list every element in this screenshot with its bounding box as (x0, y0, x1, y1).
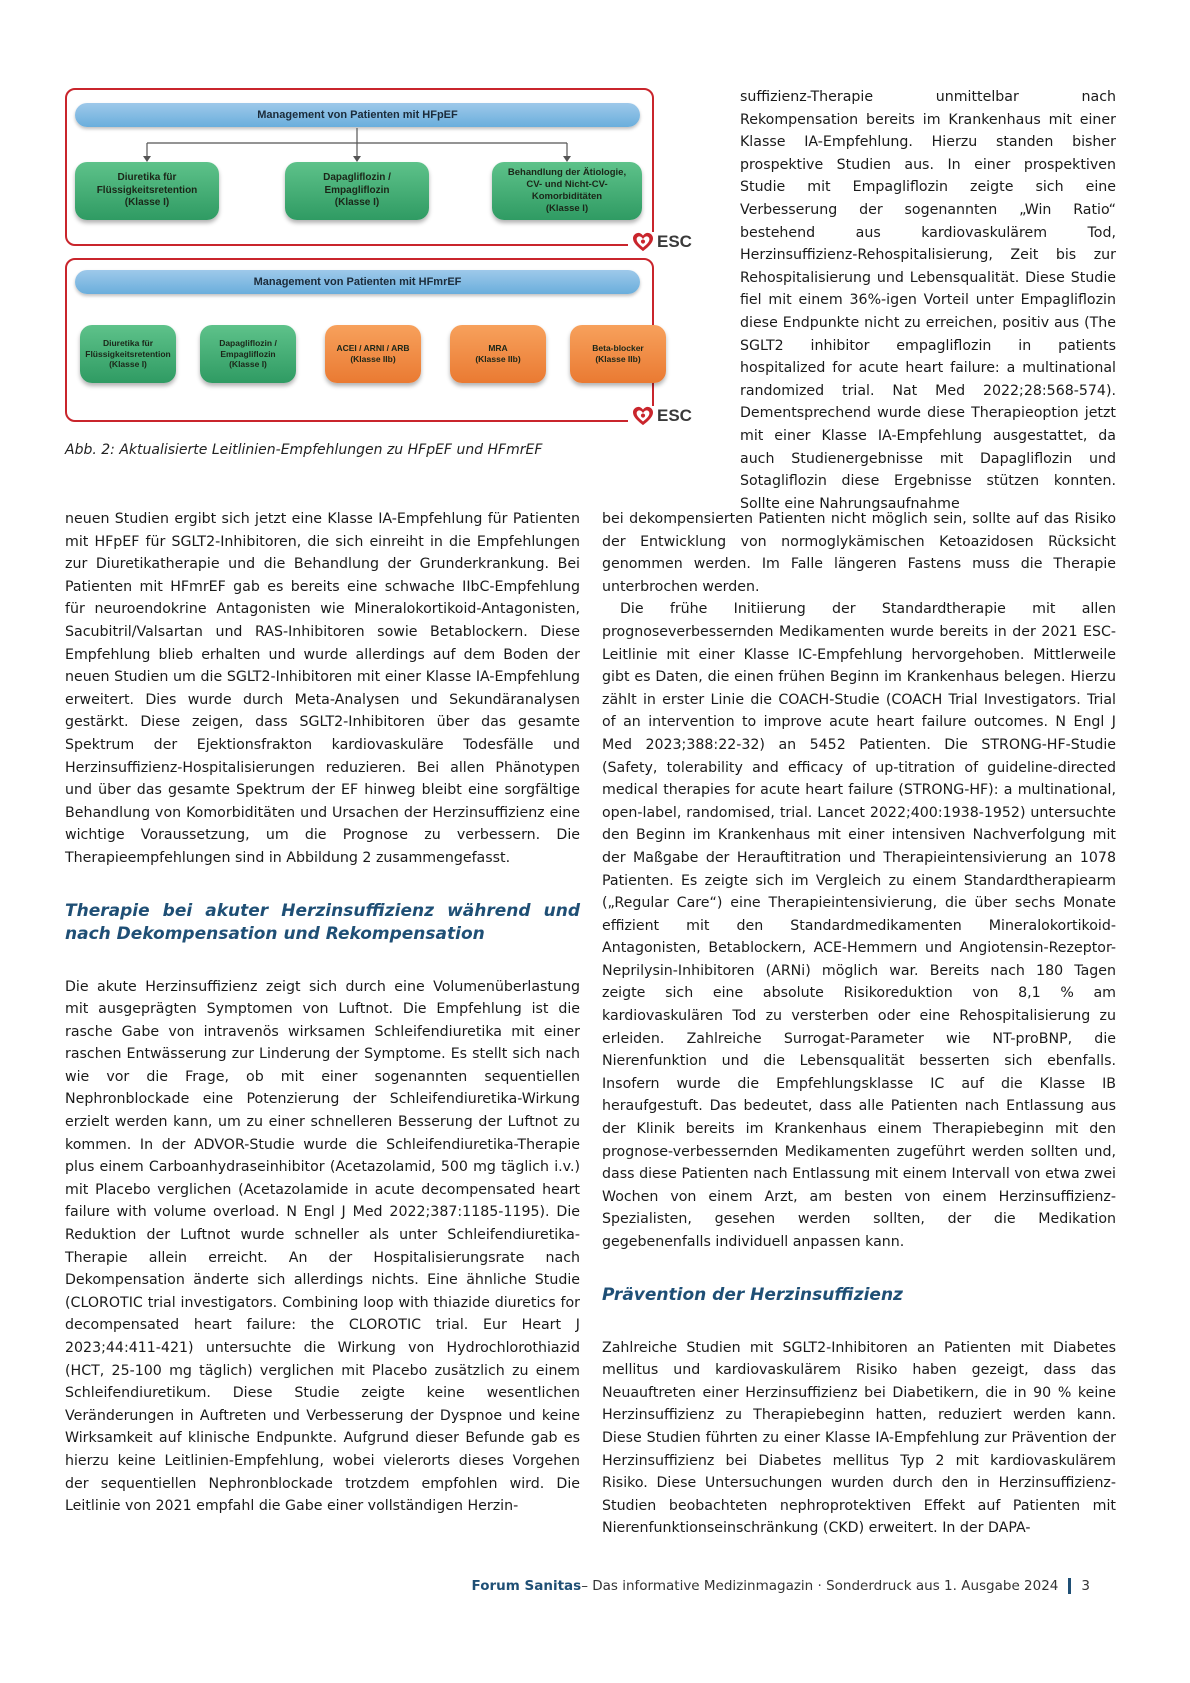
paragraph: Die frühe Initiierung der Standardtherapie mit allen prognoseverbessernden Medikamenten wurde bereits in der 2021 ESC-Leitlinie mit einer Klasse IC-Empfehlung hervorgehoben. Mittlerweile gibt es Daten, die einen frühen Beginn im Krankenhaus belegen. Hierzu zählt in erster Linie die COACH-Studie (COACH Trial Investigators. Trial of an intervention to improve acute heart failure outcomes. N Engl J Med 2023;388:22-32) an 5452 Patienten. Die STRONG-HF-Studie (Safety, tolerability and efficacy of up-titration of guideline-directed medical therapies for acute heart failure (STRONG-HF): a multinational, open-label, randomised, trial. Lancet 2022;400:1938-1952) untersuchte den Beginn im Krankenhaus mit einer intensiven Nachverfolgung mit der Maßgabe der Herauftitration und Therapieintensivierung an 1078 Patienten. Es zeigte sich im Vergleich zu einem Standardtherapiearm („Regular Care“) eine Therapieintensivierung, die über sechs Monate effizient mit den Standardmedikamenten Mineralokortikoid-Antagonisten, Betablockern, ACE-Hemmern und Angiotensin-Rezeptor-Neprilysin-Inhibitoren (ARNi) möglich war. Bereits nach 180 Tagen zeigte sich eine absolute Risikoreduktion von 8,1 % am kardiovaskulären Tod zu versterben oder eine Rehospitalisierung zu erleiden. Zahlreiche Surrogat-Parameter wie NT-proBNP, die Nierenfunktion und die Lebensqualität besserten sich ebenfalls. Insofern wurde die Empfehlungsklasse IC auf die Klasse IB heraufgestuft. Das bedeutet, dass alle Patienten nach Entlassung aus der Klinik bereits im Krankenhaus einem Therapiebeginn mit den prognose-verbessernden Medikamenten zugeführt werden sollten und, dass diese Patienten nach Entlassung mit einem Intervall von etwa zwei Wochen von einem Arzt, am besten von einem Herzinsuffizienz-Spezialisten, gesehen werden sollten, der die Medikation gegebenenfalls individuell anpassen kann. (602, 601, 1116, 1250)
page-footer (472, 1578, 1090, 1594)
paragraph: neuen Studien ergibt sich jetzt eine Klasse IA-Empfehlung für Patienten mit HFpEF für SGLT2-Inhibitoren, die sich einreiht in die Empfehlungen zur Diuretikatherapie und die Behandlung der Grunderkrankung. Bei Patienten mit HFmrEF gab es bereits eine schwache IIbC-Empfehlung für neuroendokrine Antagonisten wie Mineralokortikoid-Antagonisten, Sacubitril/Valsartan und RAS-Inhibitoren sowie Betablockern. Diese Empfehlung blieb erhalten und wurde allerdings auf dem Boden der neuen Studien um die SGLT2-Inhibitoren mit einer Klasse IA-Empfehlung erweitert. Dies wurde durch Meta-Analysen und Sekundäranalysen gestärkt. Diese zeigen, dass SGLT2-Inhibitoren über das gesamte Spektrum der Ejektionsfrakton kardiovaskuläre Todesfälle und Herzinsuffizienz-Hospitalisierungen reduzieren. Bei allen Phänotypen und über das gesamte Spektrum der EF hinweg bleibt eine sorgfältige Behandlung von Komorbiditäten und Ursachen der Herzinsuffizienz eine wichtige Voraussetzung, um die Prognose zu verbessern. Die Therapieempfehlungen sind in Abbildung 2 zusammengefasst. (65, 511, 580, 866)
node-hfpef-aetiologie: Behandlung der Ätiologie, CV- und Nicht-CV-Komorbiditäten (Klasse I) (492, 162, 642, 220)
node-hfpef-diuretika: Diuretika für Flüssigkeitsretention (Klasse I) (75, 162, 219, 220)
left-column (65, 508, 580, 1518)
figure-caption: Abb. 2: Aktualisierte Leitlinien-Empfehlungen zu HFpEF und HFmrEF (65, 442, 543, 458)
esc-logo-2: ESC (628, 406, 696, 426)
node-hfmref-sglt2: Dapagliflozin / Empagliflozin (Klasse I) (200, 325, 296, 383)
section-heading-akute-herzinsuffizienz: Therapie bei akuter Herzinsuffizienz während und nach Dekompensation und Rekompensation (65, 900, 580, 944)
paragraph: Die akute Herzinsuffizienz zeigt sich durch eine Volumenüberlastung mit ausgeprägten Symptomen von Luftnot. Die Empfehlung ist die rasche Gabe von intravenös wirksamen Schleifendiuretika mit einer raschen Entwässerung zur Linderung der Symptome. Es stellt sich nach wie vor die Frage, ob mit einer sogenannten sequentiellen Nephronblockade eine Potenzierung der Schleifendiuretika-Wirkung erzielt werden kann, um zu einer schnelleren Besserung der Luftnot zu kommen. In der ADVOR-Studie wurde die Schleifendiuretika-Therapie plus einem Carboanhydraseinhibitor (Acetazolamid, 500 mg täglich i.v.) mit Placebo verglichen (Acetazolamide in acute decompensated heart failure with volume overload. N Engl J Med 2022;387:1185-1195). Die Reduktion der Luftnot wurde schneller als unter Schleifendiuretika-Therapie allein erreicht. An der Hospitalisierungsrate nach Dekompensation änderte sich allerdings nichts. Eine ähnliche Studie (CLOROTIC trial investigators. Combining loop with thiazide diuretics for decompensated heart failure: the CLOROTIC trial. Eur Heart J 2023;44:411-421) untersuchte die Wirkung von Hydrochlorothiazid (HCT, 25-100 mg täglich) verglichen mit Placebo zusätzlich zu einem Schleifendiuretikum. Diese Studie zeigte keine wesentlichen Veränderungen in Auftreten und Verbesserung der Dyspnoe und keine Wirksamkeit auf klinische Endpunkte. Aufgrund dieser Befunde gab es hierzu keine Leitlinien-Empfehlung, wobei vielerorts dieses Vorgehen der sequentiellen Nephronblockade trotzdem empfohlen wird. Die Leitlinie von 2021 empfahl die Gabe einer vollständigen Herzin- (65, 978, 580, 1515)
footer-separator (1068, 1578, 1071, 1594)
paragraph: Zahlreiche Studien mit SGLT2-Inhibitoren an Patienten mit Diabetes mellitus und kardiovaskulärem Risiko haben gezeigt, dass das Neuauftreten einer Herzinsuffizienz bei Diabetikern, die in 90 % keine Herzinsuffizienz zu Therapiebeginn hatten, reduziert werden kann. Diese Studien führten zu einer Klasse IA-Empfehlung zur Prävention der Herzinsuffizienz bei Diabetes mellitus Typ 2 mit kardiovaskulärem Risiko. Diese Untersuchungen wurden durch den in Herzinsuffizienz-Studien beobachteten nephroprotektiven Effekt auf Patienten mit Nierenfunktionseinschränkung (CKD) erweitert. In der DAPA- (602, 1339, 1116, 1537)
esc-logo-1: ESC (628, 232, 696, 252)
footer-tagline: – Das informative Medizinmagazin · Sonderdruck aus 1. Ausgabe 2024 (581, 1578, 1059, 1594)
node-hfmref-acei-arni-arb: ACEI / ARNI / ARB (Klasse IIb) (325, 325, 421, 383)
page-number: 3 (1081, 1578, 1090, 1594)
heart-icon (632, 232, 654, 252)
right-column (602, 508, 1116, 1540)
paragraph: bei dekompensierten Patienten nicht möglich sein, sollte auf das Risiko der Entwicklung von normoglykämischen Ketoazidosen Rücksicht genommen werden. Im Falle längeren Fastens muss die Therapie unterbrochen werden. (602, 511, 1116, 595)
heart-icon (632, 406, 654, 426)
right-top-column (740, 86, 1116, 515)
node-hfmref-diuretika: Diuretika für Flüssigkeitsretention (Klasse I) (80, 325, 176, 383)
paragraph: suffizienz-Therapie unmittelbar nach Rekompensation bereits im Krankenhaus mit einer Klasse IA-Empfehlung. Hierzu standen bisher prospektive Studien aus. In einer prospektiven Studie mit Empagliflozin zeigte sich eine Verbesserung der sogenannten „Win Ratio“ bestehend aus kardiovaskulärem Tod, Herzinsuffizienz-Rehospitalisierung, Zeit bis zur Rehospitalisierung und Lebensqualität. Diese Studie fiel mit einem 36%-igen Vorteil unter Empagliflozin diese Endpunkte nicht zu erreichen, positiv aus (The SGLT2 inhibitor empagliflozin in patients hospitalized for acute heart failure: a multinational randomized trial. Nat Med 2022;28:568-574). Dementsprechend wurde diese Therapieoption jetzt mit einer Klasse IA-Empfehlung ausgestattet, da auch Studienergebnisse mit Dapagliflozin und Sotagliflozin diese Ergebnisse stützen konnten. Sollte eine Nahrungsaufnahme (740, 89, 1116, 512)
node-hfmref-betablocker: Beta-blocker (Klasse IIb) (570, 325, 666, 383)
node-hfmref-mra: MRA (Klasse IIb) (450, 325, 546, 383)
panel-header-hfpef: Management von Patienten mit HFpEF (75, 103, 640, 127)
section-heading-praevention: Prävention der Herzinsuffizienz (602, 1284, 903, 1305)
node-hfpef-sglt2: Dapagliflozin / Empagliflozin (Klasse I) (285, 162, 429, 220)
panel-header-hfmref: Management von Patienten mit HFmrEF (75, 270, 640, 294)
footer-brand: Forum Sanitas (471, 1578, 582, 1594)
